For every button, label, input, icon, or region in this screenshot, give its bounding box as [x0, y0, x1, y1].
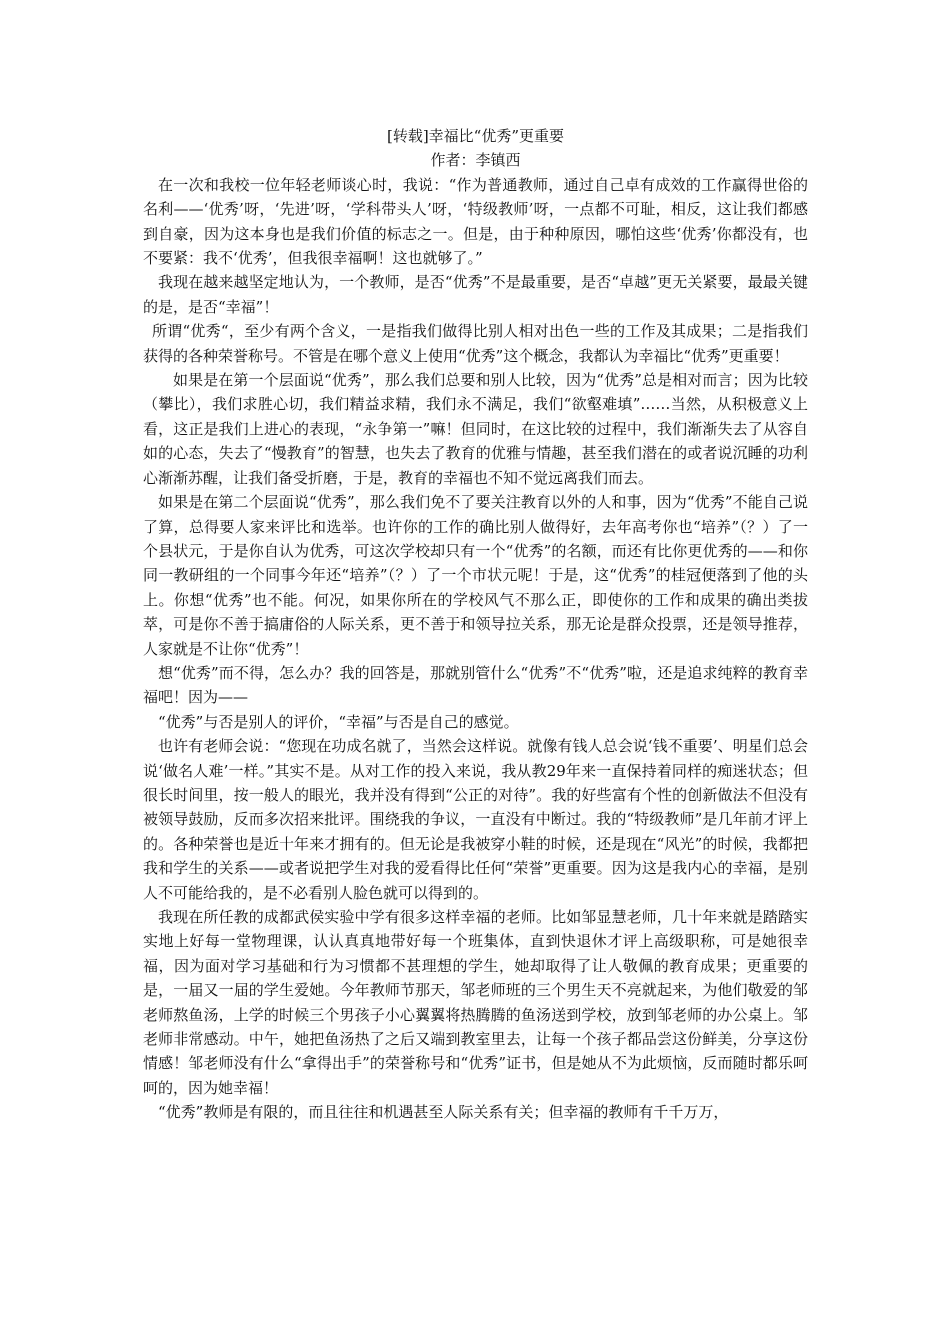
document-title: [转载]幸福比“优秀”更重要 — [386, 127, 565, 145]
paragraph-8: 也许有老师会说：“您现在功成名就了，当然会这样说。就像有钱人总会说‘钱不重要’、明星们总会说‘做名人难’一样。”其实不是。从对工作的投入来说，我从教29年来一直保持着同样的痴迷状态；但很长时间里，按一般人的眼光，我并没有得到“公正的对待”。我的好些富有个性的创新做法不但没有被领导鼓励，反而多次招来批评。围绕我的争议，一直没有中断过。我的“特级教师”是几年前才评上的。各种荣誉也是近十年来才拥有的。但无论是我被穿小鞋的时候，还是现在“风光”的时候，我都把我和学生的关系——或者说把学生对我的爱看得比任何“荣誉”更重要。因为这是我内心的幸福，是别人不可能给我的，是不必看别人脸色就可以得到的。 — [143, 737, 808, 902]
paragraph-6: 想“优秀”而不得，怎么办？我的回答是，那就别管什么“优秀”不“优秀”啦，还是追求纯粹的教育幸福吧！因为—— — [143, 663, 808, 707]
paragraph-7: “优秀”与否是别人的评价，“幸福”与否是自己的感觉。 — [158, 712, 519, 731]
paragraph-2: 我现在越来越坚定地认为，一个教师，是否“优秀”不是最重要，是否“卓越”更无关紧要，最最关键的是，是否“幸福”！ — [143, 273, 808, 316]
paragraph-5: 如果是在第二个层面说“优秀”，那么我们免不了要关注教育以外的人和事，因为“优秀”不能自己说了算，总得要人家来评比和选举。也许你的工作的确比别人做得好，去年高考你也“培养”（？）了一个县状元，于是你自认为优秀，可这次学校却只有一个“优秀”的名额，而还有比你更优秀的——和你同一教研组的一个同事今年还“培养”（？）了一个市状元呢！于是，这“优秀”的桂冠便落到了他的头上。你想“优秀”也不能。何况，如果你所在的学校风气不那么正，即使你的工作和成果的确出类拔萃，可是你不善于搞庸俗的人际关系，更不善于和领导拉关系，那无论是群众投票，还是领导推荐，人家就是不让你“优秀”！ — [143, 493, 808, 658]
paragraph-1: 在一次和我校一位年轻老师谈心时，我说：“作为普通教师，通过自己卓有成效的工作赢得世俗的名利——‘优秀’呀，‘先进’呀，‘学科带头人’呀，‘特级教师’呀，一点都不可耻，相反，这让我们都感到自豪，因为这本身也是我们价值的标志之一。但是，由于种种原因，哪怕这些‘优秀’你都没有，也不要紧：我不‘优秀’，但我很幸福啊！这也就够了。” — [143, 175, 808, 268]
paragraph-4: 如果是在第一个层面说“优秀”，那么我们总要和别人比较，因为“优秀”总是相对而言；因为比较（攀比），我们求胜心切，我们精益求精，我们永不满足，我们“欲壑难填”……当然，从积极意义上看，这正是我们上进心的表现，“永争第一”嘛！但同时，在这比较的过程中，我们渐渐失去了从容自如的心态，失去了“慢教育”的智慧，也失去了教育的优雅与情趣，甚至我们潜在的或者说沉睡的功利心渐渐苏醒，让我们备受折磨，于是，教育的幸福也不知不觉远离我们而去。 — [143, 371, 808, 487]
paragraph-3: 所谓“优秀“，至少有两个含义，一是指我们做得比别人相对出色一些的工作及其成果；二是指我们获得的各种荣誉称号。不管是在哪个意义上使用“优秀”这个概念，我都认为幸福比“优秀”更重要！ — [143, 322, 808, 365]
paragraph-9: 我现在所任教的成都武侯实验中学有很多这样幸福的老师。比如邹显慧老师，几十年来就是踏踏实实地上好每一堂物理课，认认真真地带好每一个班集体，直到快退休才评上高级职称，可是她很幸福，因为面对学习基础和行为习惯都不甚理想的学生，她却取得了让人敬佩的教育成果；更重要的是，一届又一届的学生爱她。今年教师节那天，邹老师班的三个男生天不亮就起来，为他们敬爱的邹老师熬鱼汤，上学的时候三个男孩子小心翼翼将热腾腾的鱼汤送到学校，放到邹老师的办公桌上。邹老师非常感动。中午，她把鱼汤热了之后又端到教室里去，让每一个孩子都品尝这份鲜美，分享这份情感！邹老师没有什么“拿得出手”的荣誉称号和“优秀”证书，但是她从不为此烦恼，反而随时都乐呵呵的，因为她幸福！ — [143, 908, 808, 1097]
document-page — [143, 122, 808, 1125]
paragraph-10: “优秀”教师是有限的，而且往往和机遇甚至人际关系有关；但幸福的教师有千千万万， — [158, 1103, 729, 1122]
document-author: 作者：李镇西 — [430, 151, 521, 170]
